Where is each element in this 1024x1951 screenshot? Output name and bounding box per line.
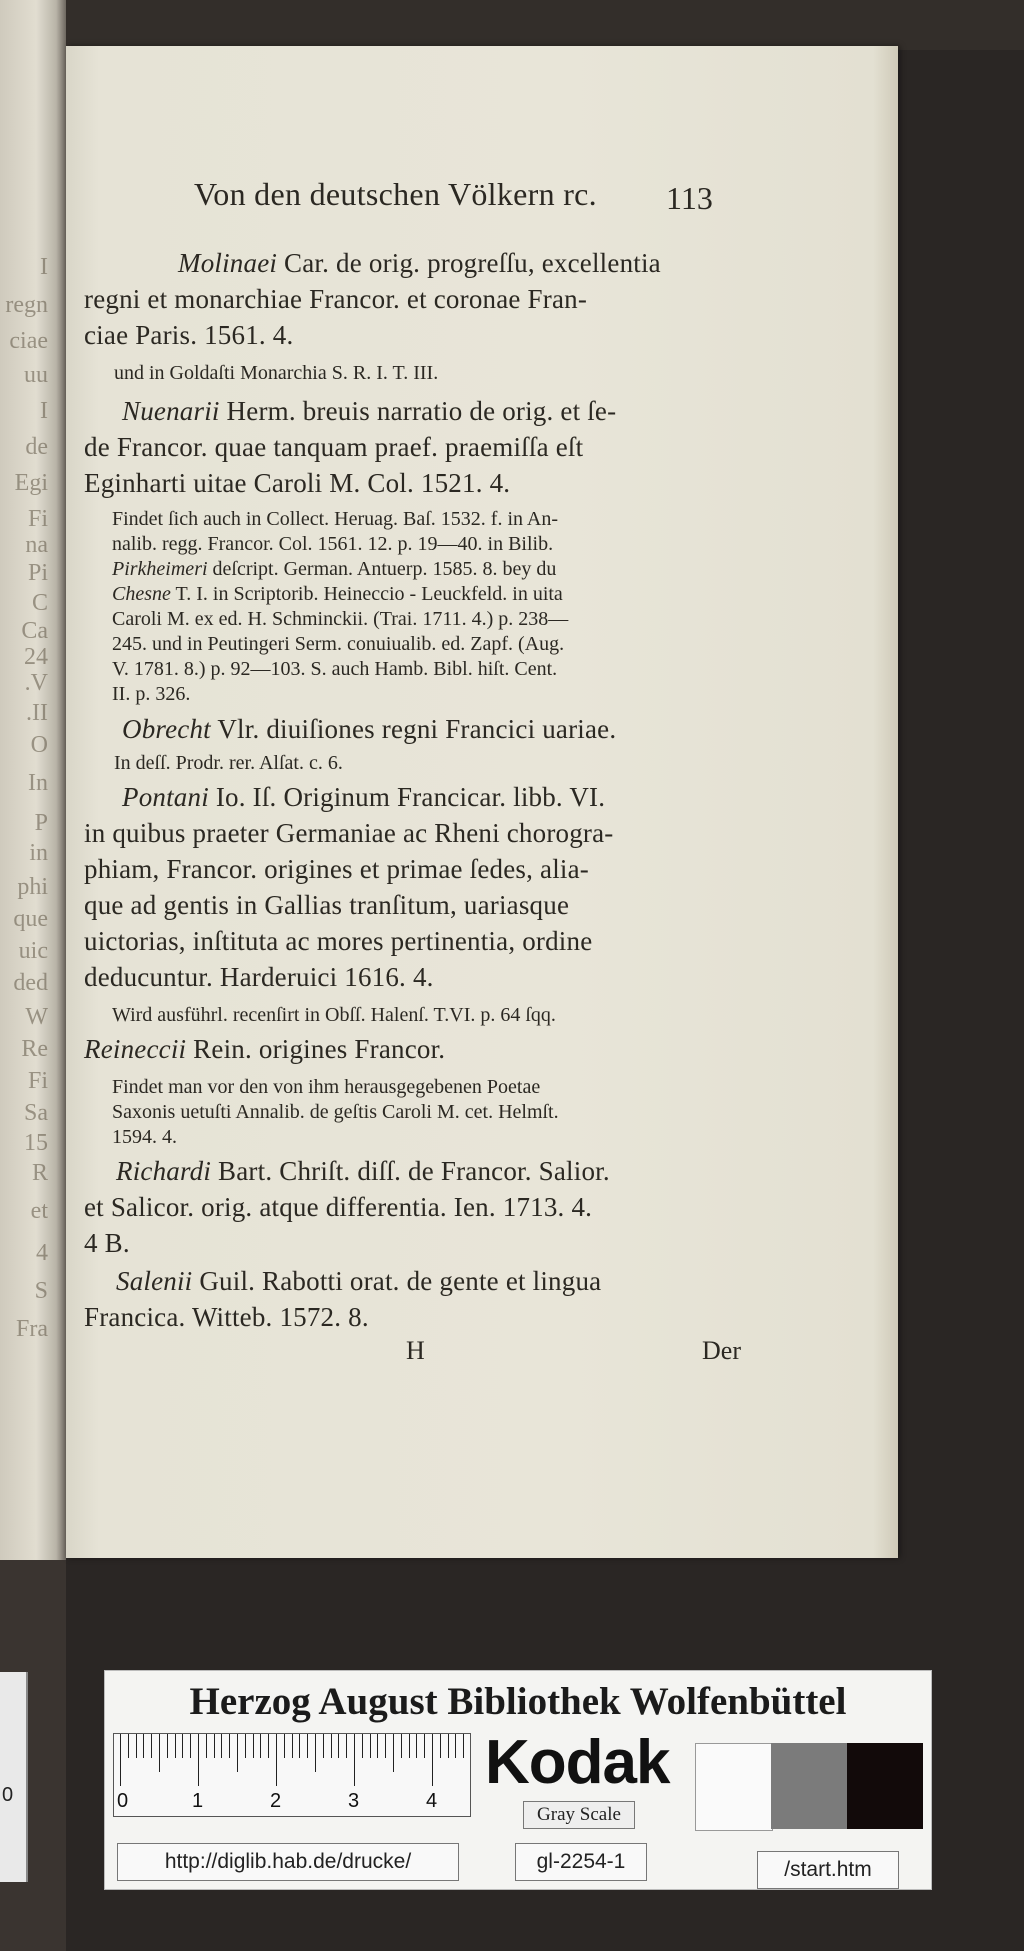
ruler-tick — [409, 1734, 410, 1758]
facing-page-fragment: W — [25, 1004, 48, 1030]
book-page — [66, 46, 898, 1558]
ruler-number: 3 — [348, 1790, 360, 1812]
facing-page-fragment: Sa — [24, 1100, 48, 1126]
facing-page-fragment: II. — [26, 700, 48, 726]
text-line: Caroli M. ex ed. H. Schminckii. (Trai. 1711. 4.) p. 238— — [112, 608, 569, 630]
ruler-tick — [253, 1734, 254, 1758]
ruler-tick — [463, 1734, 464, 1758]
text-line — [116, 1266, 601, 1297]
ruler-number: 1 — [192, 1790, 204, 1812]
text-line: 1594. 4. — [112, 1126, 177, 1148]
text-line — [122, 396, 616, 427]
ruler-tick — [190, 1734, 191, 1758]
text-line: nalib. regg. Francor. Col. 1561. 12. p. 19—40. in Bilib. — [112, 533, 554, 555]
text-line: In deſſ. Prodr. rer. Alſat. c. 6. — [114, 752, 343, 774]
text-line: V. 1781. 8.) p. 92—103. S. auch Hamb. Bibl. hiſt. Cent. — [112, 658, 558, 680]
ruler-tick — [362, 1734, 363, 1758]
ruler-tick — [331, 1734, 332, 1758]
text-line: Saxonis uetuſti Annalib. de geſtis Caroli M. cet. Helmſt. — [112, 1101, 559, 1123]
gray-swatch — [771, 1743, 847, 1829]
author-name: Pirkheimeri — [112, 558, 208, 580]
text-line: Findet ſich auch in Collect. Heruag. Baſ. 1532. f. in An- — [112, 508, 559, 530]
text-line: que ad gentis in Gallias tranſitum, uariasque — [84, 890, 570, 920]
text-line: und in Goldaſti Monarchia S. R. I. T. III. — [114, 362, 439, 384]
white-swatch — [695, 1743, 773, 1831]
ruler-tick — [245, 1734, 246, 1758]
text-line: in quibus praeter Germaniae ac Rheni chorogra- — [84, 818, 614, 848]
ruler-tick — [370, 1734, 371, 1758]
ruler-tick — [136, 1734, 137, 1758]
facing-colorbar-edge — [0, 1672, 28, 1882]
facing-page-fragment: Fi — [27, 506, 48, 532]
ruler-tick — [393, 1734, 394, 1772]
facing-page-fragment: Fra — [16, 1316, 48, 1342]
facing-page-fragment: ded — [13, 970, 48, 996]
facing-page-fragment: I — [40, 254, 48, 280]
ruler-tick — [354, 1734, 355, 1786]
scale-ruler — [113, 1733, 471, 1817]
ruler-number: 2 — [270, 1790, 282, 1812]
facing-page-fragment: et — [30, 1198, 48, 1224]
text-line — [122, 714, 616, 745]
facing-page-fragment: S — [34, 1278, 48, 1304]
gray-scale-label: Gray Scale — [523, 1801, 635, 1829]
entry-text: Io. Iſ. Originum Francicar. libb. VI. — [208, 782, 606, 812]
ruler-tick — [143, 1734, 144, 1758]
ruler-tick — [346, 1734, 347, 1758]
facing-page-fragment: I — [40, 398, 48, 424]
entry-text: Vlr. diuiſiones regni Francici uariae. — [210, 714, 617, 744]
entry-text: Herm. breuis narratio de orig. et ſe- — [219, 396, 617, 426]
ruler-tick — [448, 1734, 449, 1758]
kodak-logo: Kodak — [485, 1728, 670, 1797]
ruler-number: 0 — [117, 1790, 129, 1812]
text-line: Findet man vor den von ihm herausgegebenen Poetae — [112, 1076, 541, 1098]
entry-text: Rein. origines Francor. — [186, 1034, 446, 1064]
author-name: Richardi — [116, 1156, 212, 1186]
ruler-number: 4 — [426, 1790, 438, 1812]
text-line: Eginharti uitae Caroli M. Col. 1521. 4. — [84, 468, 511, 498]
black-swatch — [847, 1743, 923, 1829]
running-header: Von den deutschen Völkern rc. — [194, 176, 597, 212]
facing-page-fragment: V. — [24, 670, 48, 696]
ruler-tick — [237, 1734, 238, 1772]
text-line — [116, 1156, 610, 1187]
facing-page-fragment: regn — [5, 292, 48, 318]
author-name: Obrecht — [122, 714, 211, 744]
facing-page-fragment: In — [28, 770, 48, 796]
text-line: 4 B. — [84, 1228, 130, 1258]
ruler-tick — [167, 1734, 168, 1758]
facing-page-fragment: P — [34, 810, 48, 836]
entry-text: T. I. in Scriptorib. Heineccio - Leuckfeld. in uita — [170, 583, 563, 605]
page-number: 113 — [666, 180, 713, 216]
facing-page-fragment: ciae — [9, 328, 48, 354]
ruler-tick — [432, 1734, 433, 1786]
library-title: Herzog August Bibliothek Wolfenbüttel — [189, 1680, 847, 1723]
facing-page-fragment: na — [25, 532, 48, 558]
text-line: de Francor. quae tanquam praef. praemiſſa eſt — [84, 432, 584, 462]
ruler-tick — [221, 1734, 222, 1758]
facing-colorbar-number: 0 — [2, 1784, 14, 1806]
text-line: ciae Paris. 1561. 4. — [84, 320, 294, 350]
text-line: Wird ausführl. recenſirt in Obſſ. Halenſ. T.VI. p. 64 ſqq. — [112, 1004, 556, 1026]
entry-text: Bart. Chriſt. diſſ. de Francor. Salior. — [211, 1156, 610, 1186]
text-line — [84, 1034, 445, 1065]
text-line: et Salicor. orig. atque differentia. Ien. 1713. 4. — [84, 1192, 593, 1222]
facing-page-fragment: 4 — [36, 1240, 48, 1266]
entry-text: deſcript. German. Antuerp. 1585. 8. bey du — [207, 558, 557, 580]
facing-page-fragment: de — [25, 434, 48, 460]
ruler-tick — [338, 1734, 339, 1758]
facing-page-fragment: phi — [17, 874, 48, 900]
facing-page-fragment: uu — [24, 362, 48, 388]
author-name: Pontani — [122, 782, 209, 812]
ruler-tick — [159, 1734, 160, 1772]
ruler-tick — [385, 1734, 386, 1758]
text-line: Francica. Witteb. 1572. 8. — [84, 1302, 369, 1332]
facing-page-fragment: 15 — [24, 1130, 48, 1156]
signature-mark: H — [406, 1336, 425, 1365]
ruler-tick — [377, 1734, 378, 1758]
start-box: /start.htm — [757, 1851, 899, 1889]
ruler-tick — [120, 1734, 121, 1786]
author-name: Chesne — [112, 583, 171, 605]
ruler-tick — [440, 1734, 441, 1758]
ruler-tick — [268, 1734, 269, 1758]
ruler-tick — [455, 1734, 456, 1758]
ruler-tick — [198, 1734, 199, 1786]
author-name: Reineccii — [84, 1034, 187, 1064]
facing-page-fragment: uic — [18, 938, 48, 964]
ruler-tick — [401, 1734, 402, 1758]
ruler-tick — [175, 1734, 176, 1758]
facing-page-fragment: Egi — [14, 470, 48, 496]
scanner-background — [0, 0, 1024, 50]
text-line — [112, 558, 556, 581]
text-line: uictorias, inſtituta ac mores pertinentia, ordine — [84, 926, 593, 956]
text-line: 245. und in Peutingeri Serm. conuiualib. ed. Zapf. (Aug. — [112, 633, 565, 655]
facing-page-fragment: C — [31, 590, 48, 616]
facing-page-fragment: que — [13, 906, 48, 932]
text-line — [112, 583, 563, 606]
author-name: Nuenarii — [122, 396, 220, 426]
ruler-tick — [151, 1734, 152, 1758]
text-line — [178, 248, 661, 279]
ruler-tick — [284, 1734, 285, 1758]
facing-page-fragment: in — [29, 840, 48, 866]
facing-page-fragment: O — [30, 732, 48, 758]
ruler-tick — [206, 1734, 207, 1758]
facing-page-fragment: Pi — [27, 560, 48, 586]
author-name: Molinaei — [178, 248, 278, 278]
catchword: Der — [702, 1336, 741, 1365]
facing-page-fragment: Fi — [27, 1068, 48, 1094]
author-name: Salenii — [116, 1266, 193, 1296]
text-line: phiam, Francor. origines et primae ſedes, alia- — [84, 854, 589, 884]
ruler-tick — [292, 1734, 293, 1758]
facing-page-fragment: Ca — [21, 618, 48, 644]
ruler-tick — [323, 1734, 324, 1758]
ruler-tick — [128, 1734, 129, 1758]
ruler-tick — [416, 1734, 417, 1758]
text-line: II. p. 326. — [112, 683, 191, 705]
entry-text: Car. de orig. progreſſu, excellentia — [277, 248, 661, 278]
facing-page-fragment: Re — [21, 1036, 48, 1062]
ruler-tick — [299, 1734, 300, 1758]
ruler-tick — [315, 1734, 316, 1772]
ruler-tick — [307, 1734, 308, 1758]
ruler-tick — [424, 1734, 425, 1758]
facing-page-fragment: R — [31, 1160, 48, 1186]
shelfmark-box: gl-2254-1 — [515, 1843, 647, 1881]
text-line: deducuntur. Harderuici 1616. 4. — [84, 962, 434, 992]
color-calibration-bar — [104, 1670, 932, 1890]
ruler-tick — [260, 1734, 261, 1758]
ruler-tick — [276, 1734, 277, 1786]
text-line: regni et monarchiae Francor. et coronae Fran- — [84, 284, 588, 314]
text-line — [122, 782, 605, 813]
ruler-tick — [214, 1734, 215, 1758]
entry-text: Guil. Rabotti orat. de gente et lingua — [192, 1266, 602, 1296]
url-box: http://diglib.hab.de/drucke/ — [117, 1843, 459, 1881]
ruler-tick — [229, 1734, 230, 1758]
facing-page-fragment: 24 — [24, 644, 48, 670]
ruler-tick — [182, 1734, 183, 1758]
